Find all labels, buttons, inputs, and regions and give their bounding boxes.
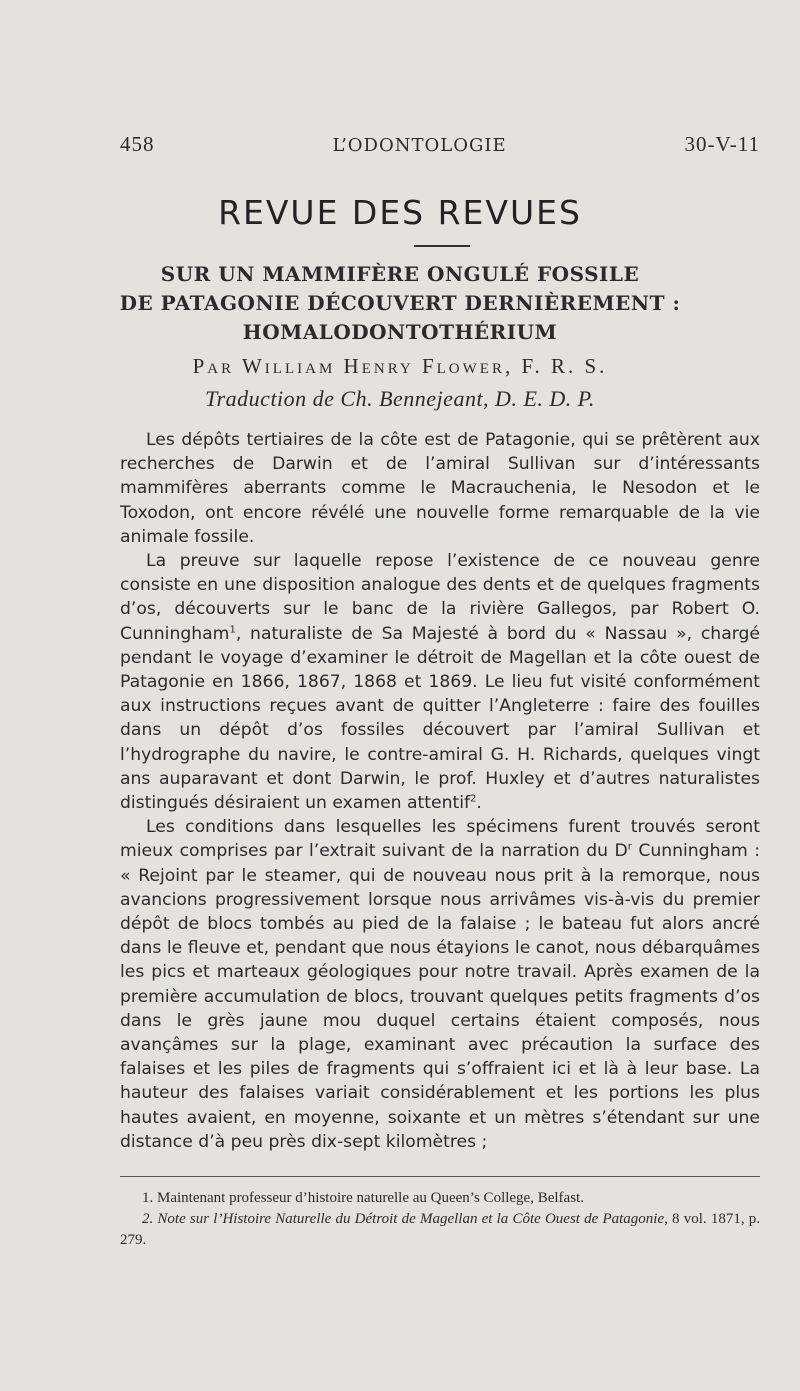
article-title-line-2: DE PATAGONIE DÉCOUVERT DERNIÈREMENT : bbox=[119, 291, 681, 315]
section-title: REVUE DES REVUES bbox=[218, 193, 582, 232]
page-number: 458 bbox=[120, 132, 155, 156]
footnote-ref-2: 2 bbox=[470, 793, 477, 805]
footnote-2 bbox=[120, 1209, 760, 1251]
article-body bbox=[120, 428, 760, 1154]
journal-title: L’ODONTOLOGIE bbox=[332, 135, 507, 156]
footnote-1: 1. Maintenant professeur d’histoire naturelle au Queen’s College, Belfast. bbox=[142, 1190, 584, 1206]
paragraph-2-part-a: La preuve sur laquelle repose l’existence de ce nouveau genre consiste en une disposition analogue des dents et de quelques fragments d’os, découverts sur le banc de la rivière Gallegos, par Robert O. Cunningham bbox=[120, 551, 760, 644]
running-head bbox=[120, 132, 760, 157]
article-title-line-1: SUR UN MAMMIFÈRE ONGULÉ FOSSILE bbox=[160, 262, 640, 286]
paragraph-2-end: . bbox=[476, 793, 482, 814]
paragraph-3-part-a: Les conditions dans lesquelles les spécimens furent trouvés seront mieux comprises par l’extrait suivant de la narration du D bbox=[120, 817, 760, 862]
paragraph-3-part-b: Cunningham : « Rejoint par le steamer, qui de nouveau nous prit à la remorque, nous avancions progressivement lorsque nous arrivâmes vis-à-vis du premier dépôt de blocs tombés au pied de la falaise ; le bateau fut alors ancré dans le fleuve et, pendant que nous étayions le canot, nous débarquâmes les pics et marteaux géologiques pour notre travail. Après examen de la première accumulation de blocs, trouvant quelques petits fragments d’os dans le grès jaune mou duquel certains étaient composés, nous avançâmes sur la plage, examinant avec précaution la surface des falaises et les piles de fragments qui s’offraient ici et là à leur base. La hauteur des falaises variait considérablement et les portions les plus hautes avaient, en moyenne, soixante et un mètres s’étendant sur une distance d’à peu près dix-sept kilomètres ; bbox=[120, 841, 760, 1152]
paragraph-1: Les dépôts tertiaires de la côte est de Patagonie, qui se prêtèrent aux recherches de Darwin et de l’amiral Sullivan sur d’intéressants mammifères aberrants comme le Macrauchenia, le Nesodon et le Toxodon, ont encore révélé une nouvelle forme remarquable de la vie animale fossile. bbox=[120, 430, 760, 547]
article-title-line-3: HOMALODONTOTHÉRIUM bbox=[242, 320, 558, 344]
paragraph-2 bbox=[120, 549, 760, 815]
footnote-divider bbox=[120, 1176, 760, 1177]
footnote-2-details: 8 vol. 1871, p. 279. bbox=[120, 1211, 760, 1248]
footnotes bbox=[120, 1188, 760, 1251]
paragraph-2-part-b: , naturaliste de Sa Majesté à bord du « Nassau », chargé pendant le voyage d’examiner le détroit de Magellan et la côte ouest de Patagonie en 1866, 1867, 1868 et 1869. Le lieu fut visité conformément aux instructions reçues avant de quitter l’Angleterre : faire des fouilles dans un dépôt d’os fossiles découvert par l’amiral Sullivan et l’hydrographe du navire, le contre-amiral G. H. Richards, quelques vingt ans auparavant et dont Darwin, le prof. Huxley et d’autres naturalistes distingués désiraient un examen attentif bbox=[120, 623, 760, 814]
doctor-abbrev-sup: r bbox=[627, 841, 632, 853]
footnote-ref-1: 1 bbox=[229, 623, 236, 635]
title-rule bbox=[414, 245, 470, 247]
translation-credit: Traduction de Ch. Bennejeant, D. E. D. P. bbox=[205, 386, 595, 411]
issue-date: 30-V-11 bbox=[684, 132, 760, 156]
author-line: Par William Henry Flower, F. R. S. bbox=[192, 354, 608, 378]
footnote-2-title: 2. Note sur l’Histoire Naturelle du Détroit de Magellan et la Côte Ouest de Patagonie, bbox=[142, 1211, 668, 1227]
paragraph-3 bbox=[120, 815, 760, 1154]
